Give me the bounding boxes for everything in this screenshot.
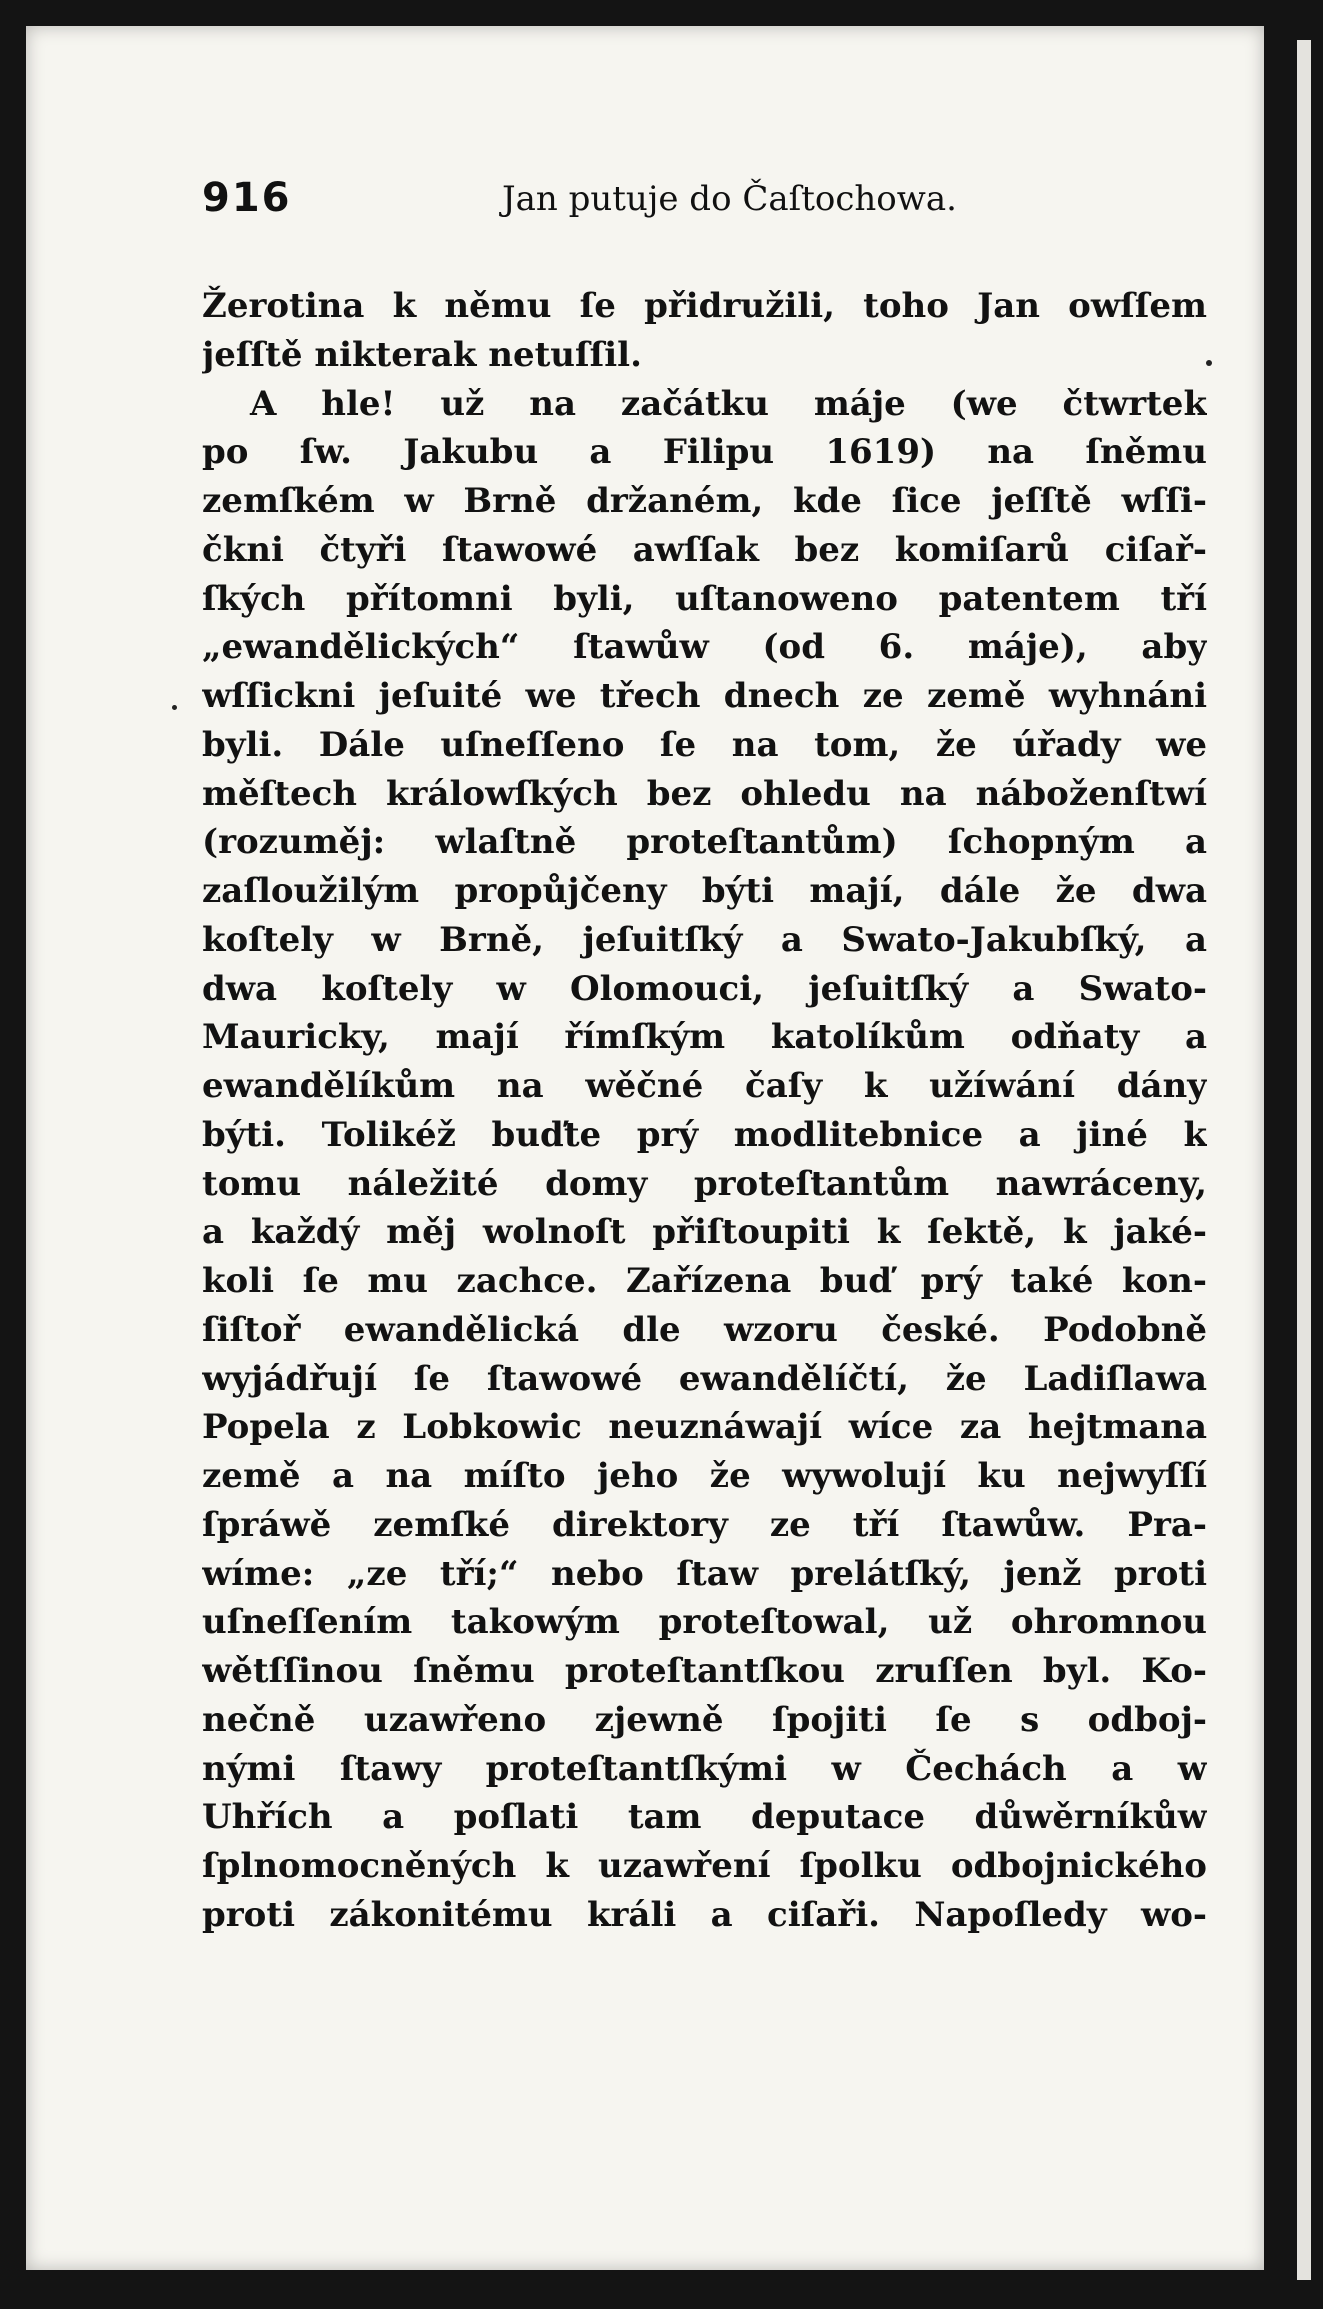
text-line: A hle! už na začátku máje (we čtwrtek [250, 383, 1207, 424]
page-header [202, 175, 1202, 235]
text-line: „ewandělických“ ſtawůw (od 6. máje), aby [202, 627, 1207, 668]
text-line: země a na míſto jeho že wywolují ku nejwyſſí [202, 1456, 1207, 1496]
text-line: měſtech králowſkých bez ohledu na náboženſtwí [202, 773, 1207, 814]
text-line: Uhřích a poſlati tam deputace důwěrníkůw [202, 1797, 1207, 1838]
text-line: wſſickni jeſuité we třech dnech ze země wyhnáni [202, 676, 1207, 716]
text-line: a každý měj wolnoſt přiſtoupiti k ſektě, k jaké- [202, 1212, 1207, 1253]
text-line: ſiſtoř ewandělická dle wzoru české. Podobně [202, 1309, 1207, 1350]
text-line: býti. Tolikéž buďte prý modlitebnice a jiné k [202, 1114, 1207, 1155]
text-line: jeſſtě nikterak netuſſil. [202, 334, 642, 375]
text-line: Žerotina k němu ſe přidružili, toho Jan owſſem [202, 286, 1207, 326]
text-line: ſplnomocněných k uzawření ſpolku odbojnického [202, 1846, 1207, 1886]
text-line: proti zákonitému králi a ciſaři. Napoſledy wo- [202, 1894, 1207, 1935]
body-text [202, 282, 1207, 1940]
text-line: ewandělíkům na wěčné čaſy k užíwání dány [202, 1066, 1207, 1106]
page-number: 916 [202, 175, 292, 221]
text-line: zaſloužilým propůjčeny býti mají, dále že dwa [202, 871, 1207, 911]
text-line: byli. Dále uſneſſeno ſe na tom, že úřady we [202, 724, 1207, 765]
running-title: Jan putuje do Čaſtochowa. [502, 179, 957, 219]
text-line: koſtely w Brně, jeſuitſký a Swato-Jakubſký, a [202, 919, 1207, 960]
text-line: Mauricky, mají římſkým katolíkům odňaty a [202, 1017, 1207, 1058]
text-line: wíme: „ze tří;“ nebo ſtaw prelátſký, jenž proti [202, 1553, 1207, 1594]
text-line: čkni čtyři ſtawowé awſſak bez komiſarů ciſař- [202, 529, 1207, 570]
text-line: ſpráwě zemſké direktory ze tří ſtawůw. Pra- [202, 1504, 1207, 1545]
text-line: wětſſinou ſněmu proteſtantſkou zruſſen byl. Ko- [202, 1651, 1207, 1691]
text-line: nými ſtawy proteſtantſkými w Čechách a w [202, 1748, 1207, 1789]
text-line: po ſw. Jakubu a Filipu 1619) na ſněmu [202, 432, 1207, 473]
text-line: ſkých přítomni byli, uſtanoweno patentem tří [202, 578, 1207, 619]
text-line: koli ſe mu zachce. Zařízena buď prý také kon- [202, 1261, 1207, 1301]
text-line: dwa koſtely w Olomouci, jeſuitſký a Swato- [202, 968, 1207, 1009]
text-line: wyjádřují ſe ſtawowé ewandělíčtí, že Ladiſlawa [202, 1358, 1207, 1399]
text-line: nečně uzawřeno zjewně ſpojiti ſe s odboj- [202, 1699, 1207, 1740]
adjacent-page-edge [1297, 40, 1311, 2280]
text-line: Popela z Lobkowic neuznáwají wíce za hejtmana [202, 1407, 1207, 1448]
text-line: uſneſſením takowým proteſtowal, už ohromnou [202, 1602, 1207, 1643]
ink-speck [172, 705, 177, 710]
text-line: (rozuměj: wlaſtně proteſtantům) ſchopným a [202, 822, 1207, 863]
text-line: zemſkém w Brně držaném, kde ſice jeſſtě wſſi- [202, 481, 1207, 521]
ink-speck [1206, 360, 1212, 366]
text-line: tomu náležité domy proteſtantům nawráceny, [202, 1163, 1207, 1204]
